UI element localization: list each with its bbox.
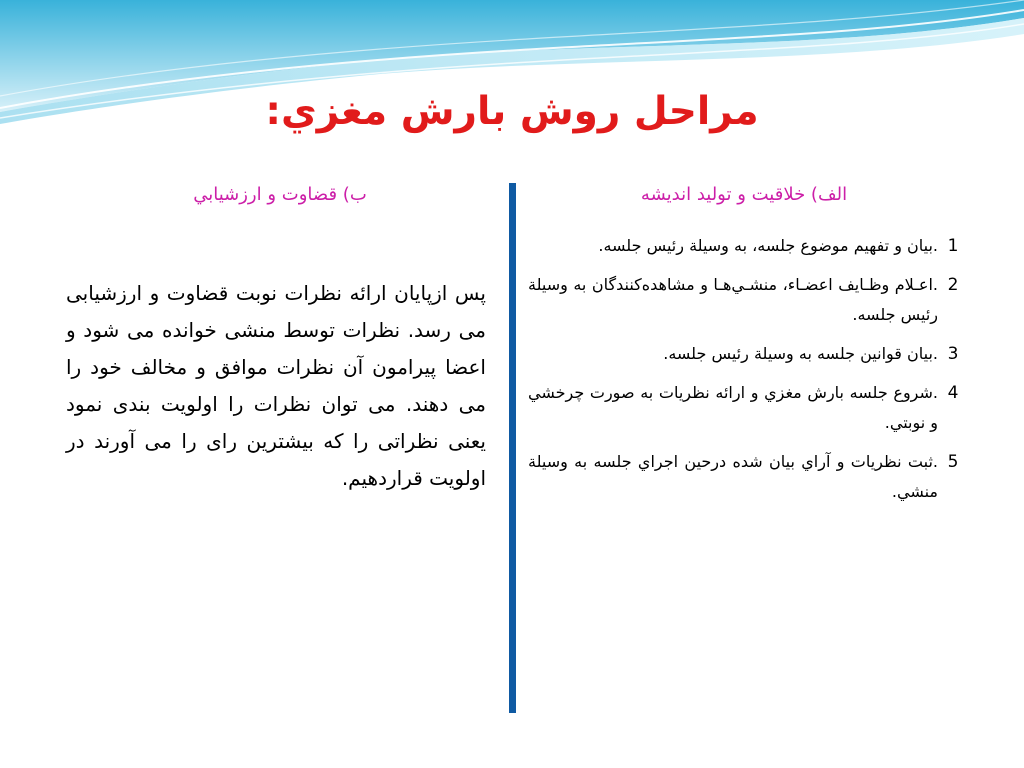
column-divider [509,183,516,713]
list-item-number: 2 [947,275,959,295]
list-item-number: 3 [947,344,959,364]
list-item-number: 5 [947,452,959,472]
list-item [528,231,968,261]
slide-title: مراحل روش بارش مغزي: [265,89,759,134]
left-column-heading: ب) قضاوت و ارزشيابي [193,184,367,205]
list-item [528,270,968,330]
list-item [528,378,968,438]
brainstorm-steps-list [528,231,968,516]
list-item-text: .ثبت نظريات و آراي بيان شده درحين اجراي جلسه به وسيلة منشي. [528,452,938,501]
list-item-number: 4 [947,383,959,403]
right-column-heading: الف) خلاقيت و توليد انديشه [640,184,848,205]
evaluation-paragraph: پس ازپایان ارائه نظرات نوبت قضاوت و ارزشیابی می رسد. نظرات توسط منشی خوانده می شود و اعضا پیرامون آن نظرات موافق و مخالف خود را می دهند. می توان نظرات را اولویت بندی نمود یعنی نظراتی را که بیشترین رای را می آورند در اولویت قراردهیم. [66,281,486,490]
list-item-text: .شروع جلسه بارش مغزي و ارائه نظريات به صورت چرخشي و نوبتي. [528,383,938,432]
list-item [528,447,968,507]
list-item-text: .بيان و تفهيم موضوع جلسه، به وسيلة رئيس جلسه. [598,236,938,255]
list-item [528,339,968,369]
list-item-text: .بيان قوانين جلسه به وسيلة رئيس جلسه. [663,344,938,363]
list-item-number: 1 [947,236,959,256]
list-item-text: .اعـلام وظـايف اعضـاء، منشـي‌هـا و مشاهده‌کنندگان به وسيلة رئيس جلسه. [528,275,938,324]
